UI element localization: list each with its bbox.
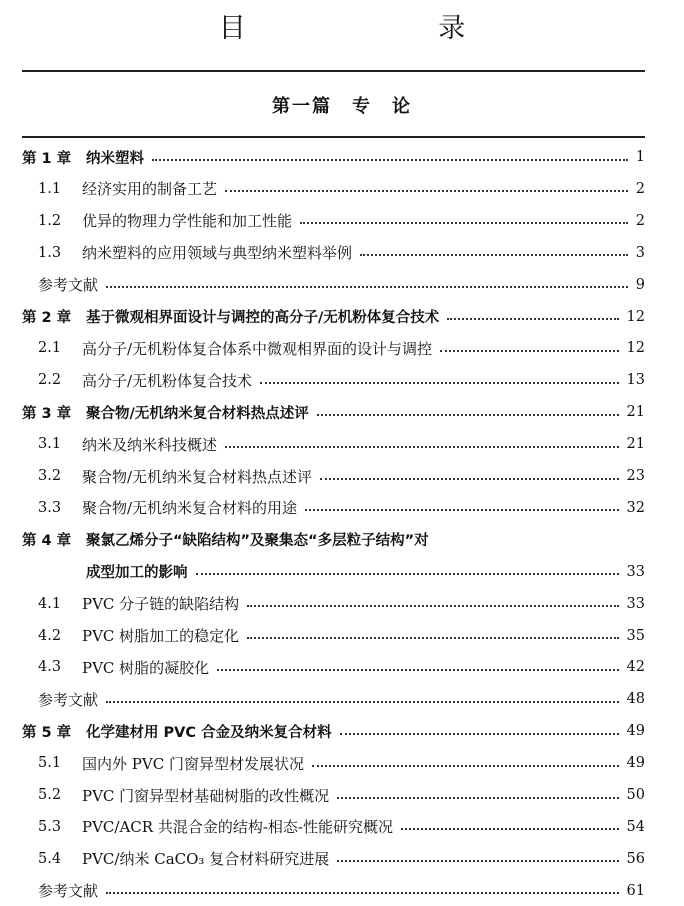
toc-leader-dots xyxy=(337,796,618,799)
part-heading: 第一篇 专 论 xyxy=(272,96,412,117)
toc-entry-title: PVC 分子链的缺陷结构 xyxy=(82,595,240,614)
toc-leader-dots xyxy=(305,508,618,511)
toc-page-number: 9 xyxy=(635,276,645,293)
toc-entry-title: 参考文献 xyxy=(38,690,99,709)
toc-entry-number: 2.1 xyxy=(38,340,62,357)
toc-entry[interactable] xyxy=(22,302,645,332)
toc-entry-number: 2.2 xyxy=(38,372,62,389)
toc-entry[interactable] xyxy=(38,780,645,810)
toc-entry-number: 5.4 xyxy=(38,850,62,867)
toc-entry-title: 聚合物/无机纳米复合材料热点述评 xyxy=(82,467,313,486)
toc-page-number: 49 xyxy=(626,755,645,772)
toc-entry-title: 高分子/无机粉体复合技术 xyxy=(82,371,253,390)
toc-leader-dots xyxy=(217,668,618,671)
toc-page-number: 50 xyxy=(626,787,645,803)
toc-entry[interactable] xyxy=(38,174,645,204)
toc-leader-dots xyxy=(152,158,628,161)
toc-entry-number: 第 1 章 xyxy=(22,150,72,167)
toc-entry-title: PVC 树脂加工的稳定化 xyxy=(82,627,240,645)
toc-leader-dots xyxy=(260,381,618,384)
toc-entry-title: 基于微观相界面设计与调控的高分子/无机粉体复合技术 xyxy=(86,310,440,326)
toc-leader-dots xyxy=(106,285,628,288)
toc-entry[interactable] xyxy=(38,589,645,619)
toc-entry-title: 参考文献 xyxy=(38,882,99,901)
toc-page-number: 12 xyxy=(626,308,645,325)
toc-entry-number: 4.3 xyxy=(38,659,62,676)
toc-entry[interactable] xyxy=(22,142,645,172)
toc-entry[interactable] xyxy=(22,397,645,427)
toc-page-number: 56 xyxy=(626,850,645,867)
toc-leader-dots xyxy=(312,764,619,767)
toc-leader-dots xyxy=(317,413,619,416)
toc-entry-title: 优异的物理力学性能和加工性能 xyxy=(82,212,293,231)
toc-leader-dots xyxy=(447,317,618,320)
toc-page-number: 48 xyxy=(626,691,645,708)
toc-leader-dots xyxy=(440,349,618,352)
toc-page-number: 42 xyxy=(626,659,645,676)
toc-entry-number: 第 3 章 xyxy=(22,405,72,422)
toc-entry-title: 纳米塑料 xyxy=(86,150,144,167)
toc-leader-dots xyxy=(106,700,619,703)
toc-entry-number: 第 4 章 xyxy=(22,533,72,550)
page-title: 目 录 xyxy=(218,13,558,44)
toc-leader-dots xyxy=(360,253,628,256)
toc-entry[interactable] xyxy=(38,206,645,236)
toc-entry-number: 4.1 xyxy=(38,595,62,612)
toc-page-number: 23 xyxy=(626,468,645,484)
toc-entry-title: PVC/ACR 共混合金的结构-相态-性能研究概况 xyxy=(82,818,393,837)
toc-page-number: 33 xyxy=(626,595,645,612)
toc-page-number: 3 xyxy=(635,244,645,261)
toc-page-number: 35 xyxy=(626,627,645,644)
toc-entry[interactable] xyxy=(38,844,645,874)
toc-leader-dots xyxy=(225,189,628,192)
toc-entry-title: PVC 树脂的凝胶化 xyxy=(82,658,210,677)
toc-entry-number: 3.1 xyxy=(38,436,62,453)
toc-entry-number: 1.1 xyxy=(38,180,62,197)
toc-page-number: 61 xyxy=(626,882,645,899)
toc-page-number: 12 xyxy=(626,340,645,357)
toc-entry-title: PVC/纳米 CaCO₃ 复合材料研究进展 xyxy=(82,850,330,869)
toc-entry[interactable] xyxy=(38,684,645,714)
toc-page-number: 2 xyxy=(635,212,645,229)
toc-leader-dots xyxy=(196,572,619,575)
toc-page-number: 21 xyxy=(626,436,645,453)
toc-entry[interactable] xyxy=(22,525,645,555)
toc-leader-dots xyxy=(247,636,618,639)
toc-entry-number: 5.3 xyxy=(38,818,62,835)
toc-page-number: 1 xyxy=(635,149,645,165)
toc-entry-title: 聚合物/无机纳米复合材料热点述评 xyxy=(86,405,309,422)
toc-leader-dots xyxy=(320,477,618,480)
toc-entry-number: 5.1 xyxy=(38,755,62,772)
toc-entry-title: 国内外 PVC 门窗异型材发展状况 xyxy=(82,754,304,773)
toc-entry-number: 4.2 xyxy=(38,627,62,644)
toc-entry-title: 成型加工的影响 xyxy=(86,565,188,582)
toc-entry[interactable] xyxy=(38,270,645,300)
toc-entry-title: 化学建材用 PVC 合金及纳米复合材料 xyxy=(86,724,332,741)
toc-entry[interactable] xyxy=(38,876,645,906)
toc-entry-title: 参考文献 xyxy=(38,276,99,295)
toc-entry-title: PVC 门窗异型材基础树脂的改性概况 xyxy=(82,786,330,805)
toc-entry[interactable] xyxy=(22,716,645,746)
toc-leader-dots xyxy=(401,827,619,830)
toc-entry[interactable] xyxy=(38,429,645,459)
top-rule xyxy=(22,70,645,72)
toc-entry-number: 1.2 xyxy=(38,212,62,229)
toc-entry-number: 1.3 xyxy=(38,244,62,261)
toc-entry[interactable] xyxy=(38,652,645,682)
toc-page-number: 32 xyxy=(626,499,645,516)
toc-entry[interactable] xyxy=(38,748,645,778)
toc-entry-title: 纳米塑料的应用领域与典型纳米塑料举例 xyxy=(82,244,353,263)
toc-entry[interactable] xyxy=(38,365,645,395)
toc-leader-dots xyxy=(340,732,619,735)
toc-entry[interactable] xyxy=(86,557,645,587)
toc-entry-number: 第 2 章 xyxy=(22,310,72,326)
toc-leader-dots xyxy=(300,221,628,224)
toc-entry-title: 聚氯乙烯分子“缺陷结构”及聚集态“多层粒子结构”对 xyxy=(86,533,429,550)
toc-entry-title: 聚合物/无机纳米复合材料的用途 xyxy=(82,499,298,518)
toc-leader-dots xyxy=(337,859,618,862)
toc-page-number: 33 xyxy=(626,563,645,580)
toc-entry-number: 5.2 xyxy=(38,787,62,803)
toc-entry-number: 第 5 章 xyxy=(22,724,72,741)
toc-page-number: 2 xyxy=(635,180,645,197)
toc-page-number: 21 xyxy=(626,404,645,421)
toc-page-number: 49 xyxy=(626,723,645,740)
toc-page-number: 13 xyxy=(626,372,645,389)
part-rule xyxy=(22,136,645,138)
toc-entry-title: 高分子/无机粉体复合体系中微观相界面的设计与调控 xyxy=(82,339,433,358)
toc-entry[interactable] xyxy=(38,621,645,651)
toc-entry[interactable] xyxy=(38,493,645,523)
toc-leader-dots xyxy=(247,604,618,607)
toc-entry-title: 经济实用的制备工艺 xyxy=(82,180,218,199)
toc-page-number: 54 xyxy=(626,818,645,835)
toc-entry-title: 纳米及纳米科技概述 xyxy=(82,435,218,454)
toc-entry-number: 3.3 xyxy=(38,499,62,516)
toc-entry[interactable] xyxy=(38,238,645,268)
toc-entry[interactable] xyxy=(38,333,645,363)
toc-entry[interactable] xyxy=(38,461,645,491)
toc-entry-number: 3.2 xyxy=(38,468,62,484)
toc-entry[interactable] xyxy=(38,812,645,842)
toc-leader-dots xyxy=(106,891,619,894)
toc-leader-dots xyxy=(225,445,619,448)
